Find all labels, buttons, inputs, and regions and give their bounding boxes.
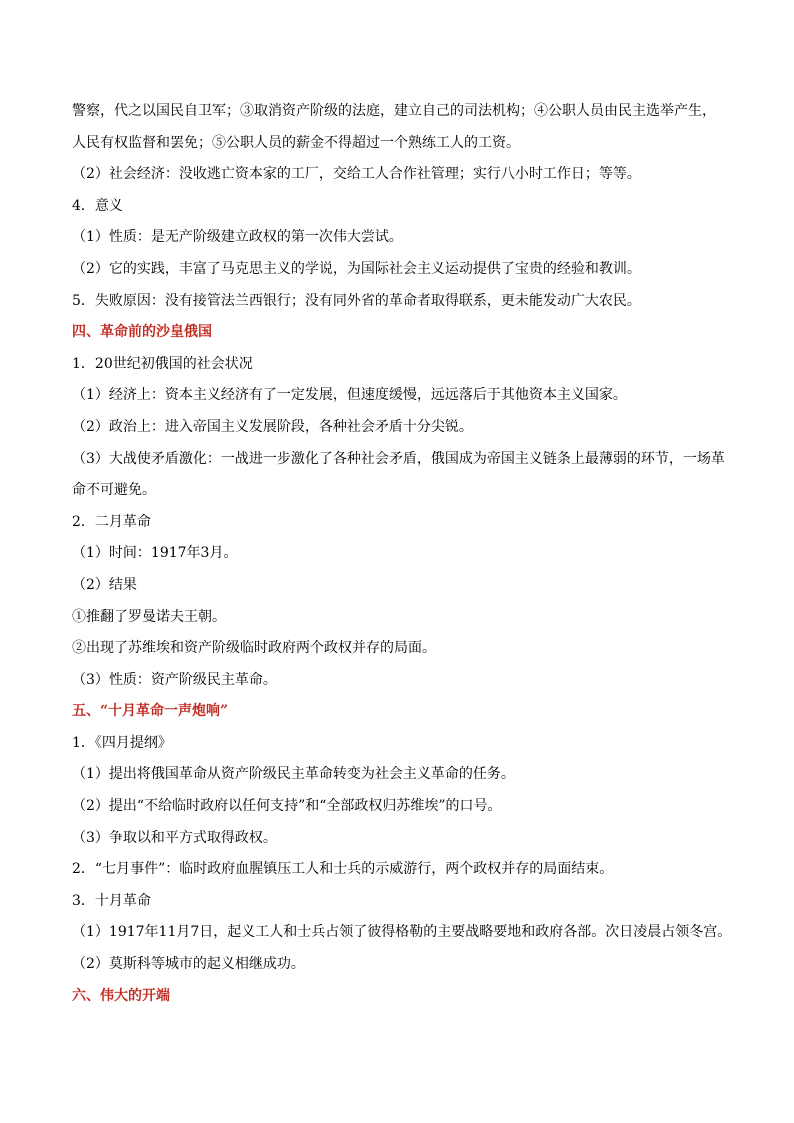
text-line: （2）它的实践，丰富了马克思主义的学说，为国际社会主义运动提供了宝贵的经验和教训。 [72, 260, 641, 277]
text-line: （1）1917年11月7日，起义工人和士兵占领了彼得格勒的主要战略要地和政府各部。次日凌晨占领冬宫。 [72, 924, 732, 941]
text-line: ①推翻了罗曼诺夫王朝。 [72, 608, 226, 625]
text-line: （2）社会经济：没收逃亡资本家的工厂，交给工人合作社管理；实行八小时工作日；等等。 [72, 166, 641, 183]
section-heading: 四、革命前的沙皇俄国 [72, 324, 212, 341]
section-subheading: 4．意义 [72, 197, 123, 214]
text-line: （3）大战使矛盾激化：一战进一步激化了各种社会矛盾，俄国成为帝国主义链条上最薄弱的环节，一场革 [72, 450, 725, 467]
text-line: 警察，代之以国民自卫军；③取消资产阶级的法庭，建立自己的司法机构；④公职人员由民主选举产生， [72, 103, 716, 119]
text-line: （2）提出“不给临时政府以任何支持”和“全部政权归苏维埃”的口号。 [72, 798, 502, 815]
text-line: （1）性质：是无产阶级建立政权的第一次伟大尝试。 [72, 229, 403, 246]
text-line: （2）政治上：进入帝国主义发展阶段，各种社会矛盾十分尖锐。 [72, 418, 473, 435]
text-line: （1）时间：1917年3月。 [72, 545, 238, 562]
text-line: 命不可避免。 [72, 482, 156, 499]
section-subheading: 1．20世纪初俄国的社会状况 [72, 355, 253, 372]
text-line: （3）性质：资产阶级民主革命。 [72, 671, 277, 688]
section-subheading: 3．十月革命 [72, 892, 151, 909]
text-line: 5．失败原因：没有接管法兰西银行；没有同外省的革命者取得联系，更未能发动广大农民。 [72, 292, 641, 309]
text-line: （1）经济上：资本主义经济有了一定发展，但速度缓慢，远远落后于其他资本主义国家。 [72, 387, 627, 404]
text-line: 2．“七月事件”：临时政府血腥镇压工人和士兵的示威游行，两个政权并存的局面结束。 [72, 861, 614, 878]
text-line: 人民有权监督和罢免；⑤公职人员的薪金不得超过一个熟练工人的工资。 [72, 134, 520, 151]
section-heading: 五、“十月革命一声炮响” [72, 703, 229, 720]
section-subheading: 1．《四月提纲》 [72, 734, 172, 751]
text-line: （2）莫斯科等城市的起义相继成功。 [72, 956, 305, 973]
section-subheading: 2．二月革命 [72, 513, 151, 530]
section-heading: 六、伟大的开端 [72, 987, 170, 1004]
text-line: （1）提出将俄国革命从资产阶级民主革命转变为社会主义革命的任务。 [72, 766, 515, 783]
text-line: （3）争取以和平方式取得政权。 [72, 829, 277, 846]
text-line: ②出现了苏维埃和资产阶级临时政府两个政权并存的局面。 [72, 640, 436, 657]
document-page [72, 96, 732, 1012]
text-line: （2）结果 [72, 576, 137, 593]
